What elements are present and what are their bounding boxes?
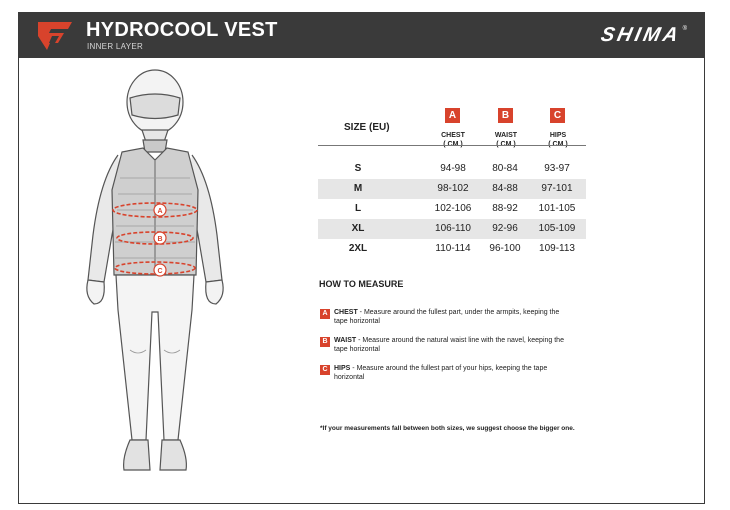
size-cell: S — [354, 163, 362, 174]
waist-cell: 88-92 — [492, 203, 518, 214]
chest-column-header — [428, 131, 478, 149]
chest-cell: 106-110 — [435, 223, 471, 234]
hips-cell: 97-101 — [541, 183, 573, 194]
chest-cell: 110-114 — [435, 243, 471, 254]
waist-letter-badge: B — [498, 108, 513, 123]
chest-letter-badge: A — [445, 108, 460, 123]
chest-cell: 102-106 — [434, 203, 472, 214]
brand-mark-icon — [38, 22, 72, 50]
size-cell: XL — [351, 223, 365, 234]
chest-note-badge: A — [320, 309, 330, 319]
hips-cell: 109-113 — [539, 243, 575, 254]
page-title: HYDROCOOL VEST — [86, 19, 278, 41]
hips-cell: 105-109 — [538, 223, 576, 234]
waist-note-label: WAIST — [334, 337, 357, 344]
hips-cell: 101-105 — [538, 203, 576, 214]
size-cell: 2XL — [348, 243, 368, 254]
table-header-divider — [318, 145, 586, 146]
page-subtitle: INNER LAYER — [87, 42, 144, 51]
hips-column-name: HIPS — [549, 132, 567, 139]
figure-marker-a: A — [157, 208, 163, 215]
how-to-measure-title: HOW TO MEASURE — [319, 279, 404, 289]
waist-cell: 80-84 — [492, 163, 518, 174]
hips-note-badge: C — [320, 365, 330, 375]
hips-column-header — [533, 131, 583, 149]
table-row — [318, 159, 586, 179]
chest-cell: 94-98 — [440, 163, 466, 174]
size-cell: M — [353, 183, 363, 194]
waist-cell: 84-88 — [492, 183, 518, 194]
hips-cell: 93-97 — [544, 163, 570, 174]
waist-cell: 92-96 — [492, 223, 518, 234]
table-row — [318, 219, 586, 239]
hips-letter-badge: C — [550, 108, 565, 123]
table-row — [318, 179, 586, 199]
table-row — [318, 199, 586, 219]
size-column-header: SIZE (EU) — [344, 122, 390, 133]
hips-note-label: HIPS — [334, 365, 351, 372]
registered-mark: ® — [682, 26, 687, 32]
waist-note-badge: B — [320, 337, 330, 347]
waist-column-header — [481, 131, 531, 149]
size-footnote: *If your measurements fall between both sizes, we suggest choose the bigger one. — [320, 425, 575, 432]
figure-marker-b: B — [157, 236, 163, 243]
header-bar — [19, 13, 704, 58]
figure-marker-c: C — [157, 268, 163, 275]
table-row — [318, 239, 586, 259]
brand-logo: SHIMA — [598, 24, 683, 46]
chest-column-name: CHEST — [441, 132, 465, 139]
chest-note-label: CHEST — [334, 309, 358, 316]
waist-column-name: WAIST — [494, 132, 518, 139]
hips-note-text: - Measure around the fullest part of your hips, keeping the tape horizontal — [334, 365, 548, 381]
waist-cell: 96-100 — [489, 243, 521, 254]
waist-note-text: - Measure around the natural waist line with the navel, keeping the tape horizontal — [334, 337, 564, 353]
chest-cell: 98-102 — [437, 183, 469, 194]
rider-figure-illustration — [60, 60, 250, 485]
size-cell: L — [354, 203, 362, 214]
chest-note-text: - Measure around the fullest part, under the armpits, keeping the tape horizontal — [334, 309, 560, 325]
